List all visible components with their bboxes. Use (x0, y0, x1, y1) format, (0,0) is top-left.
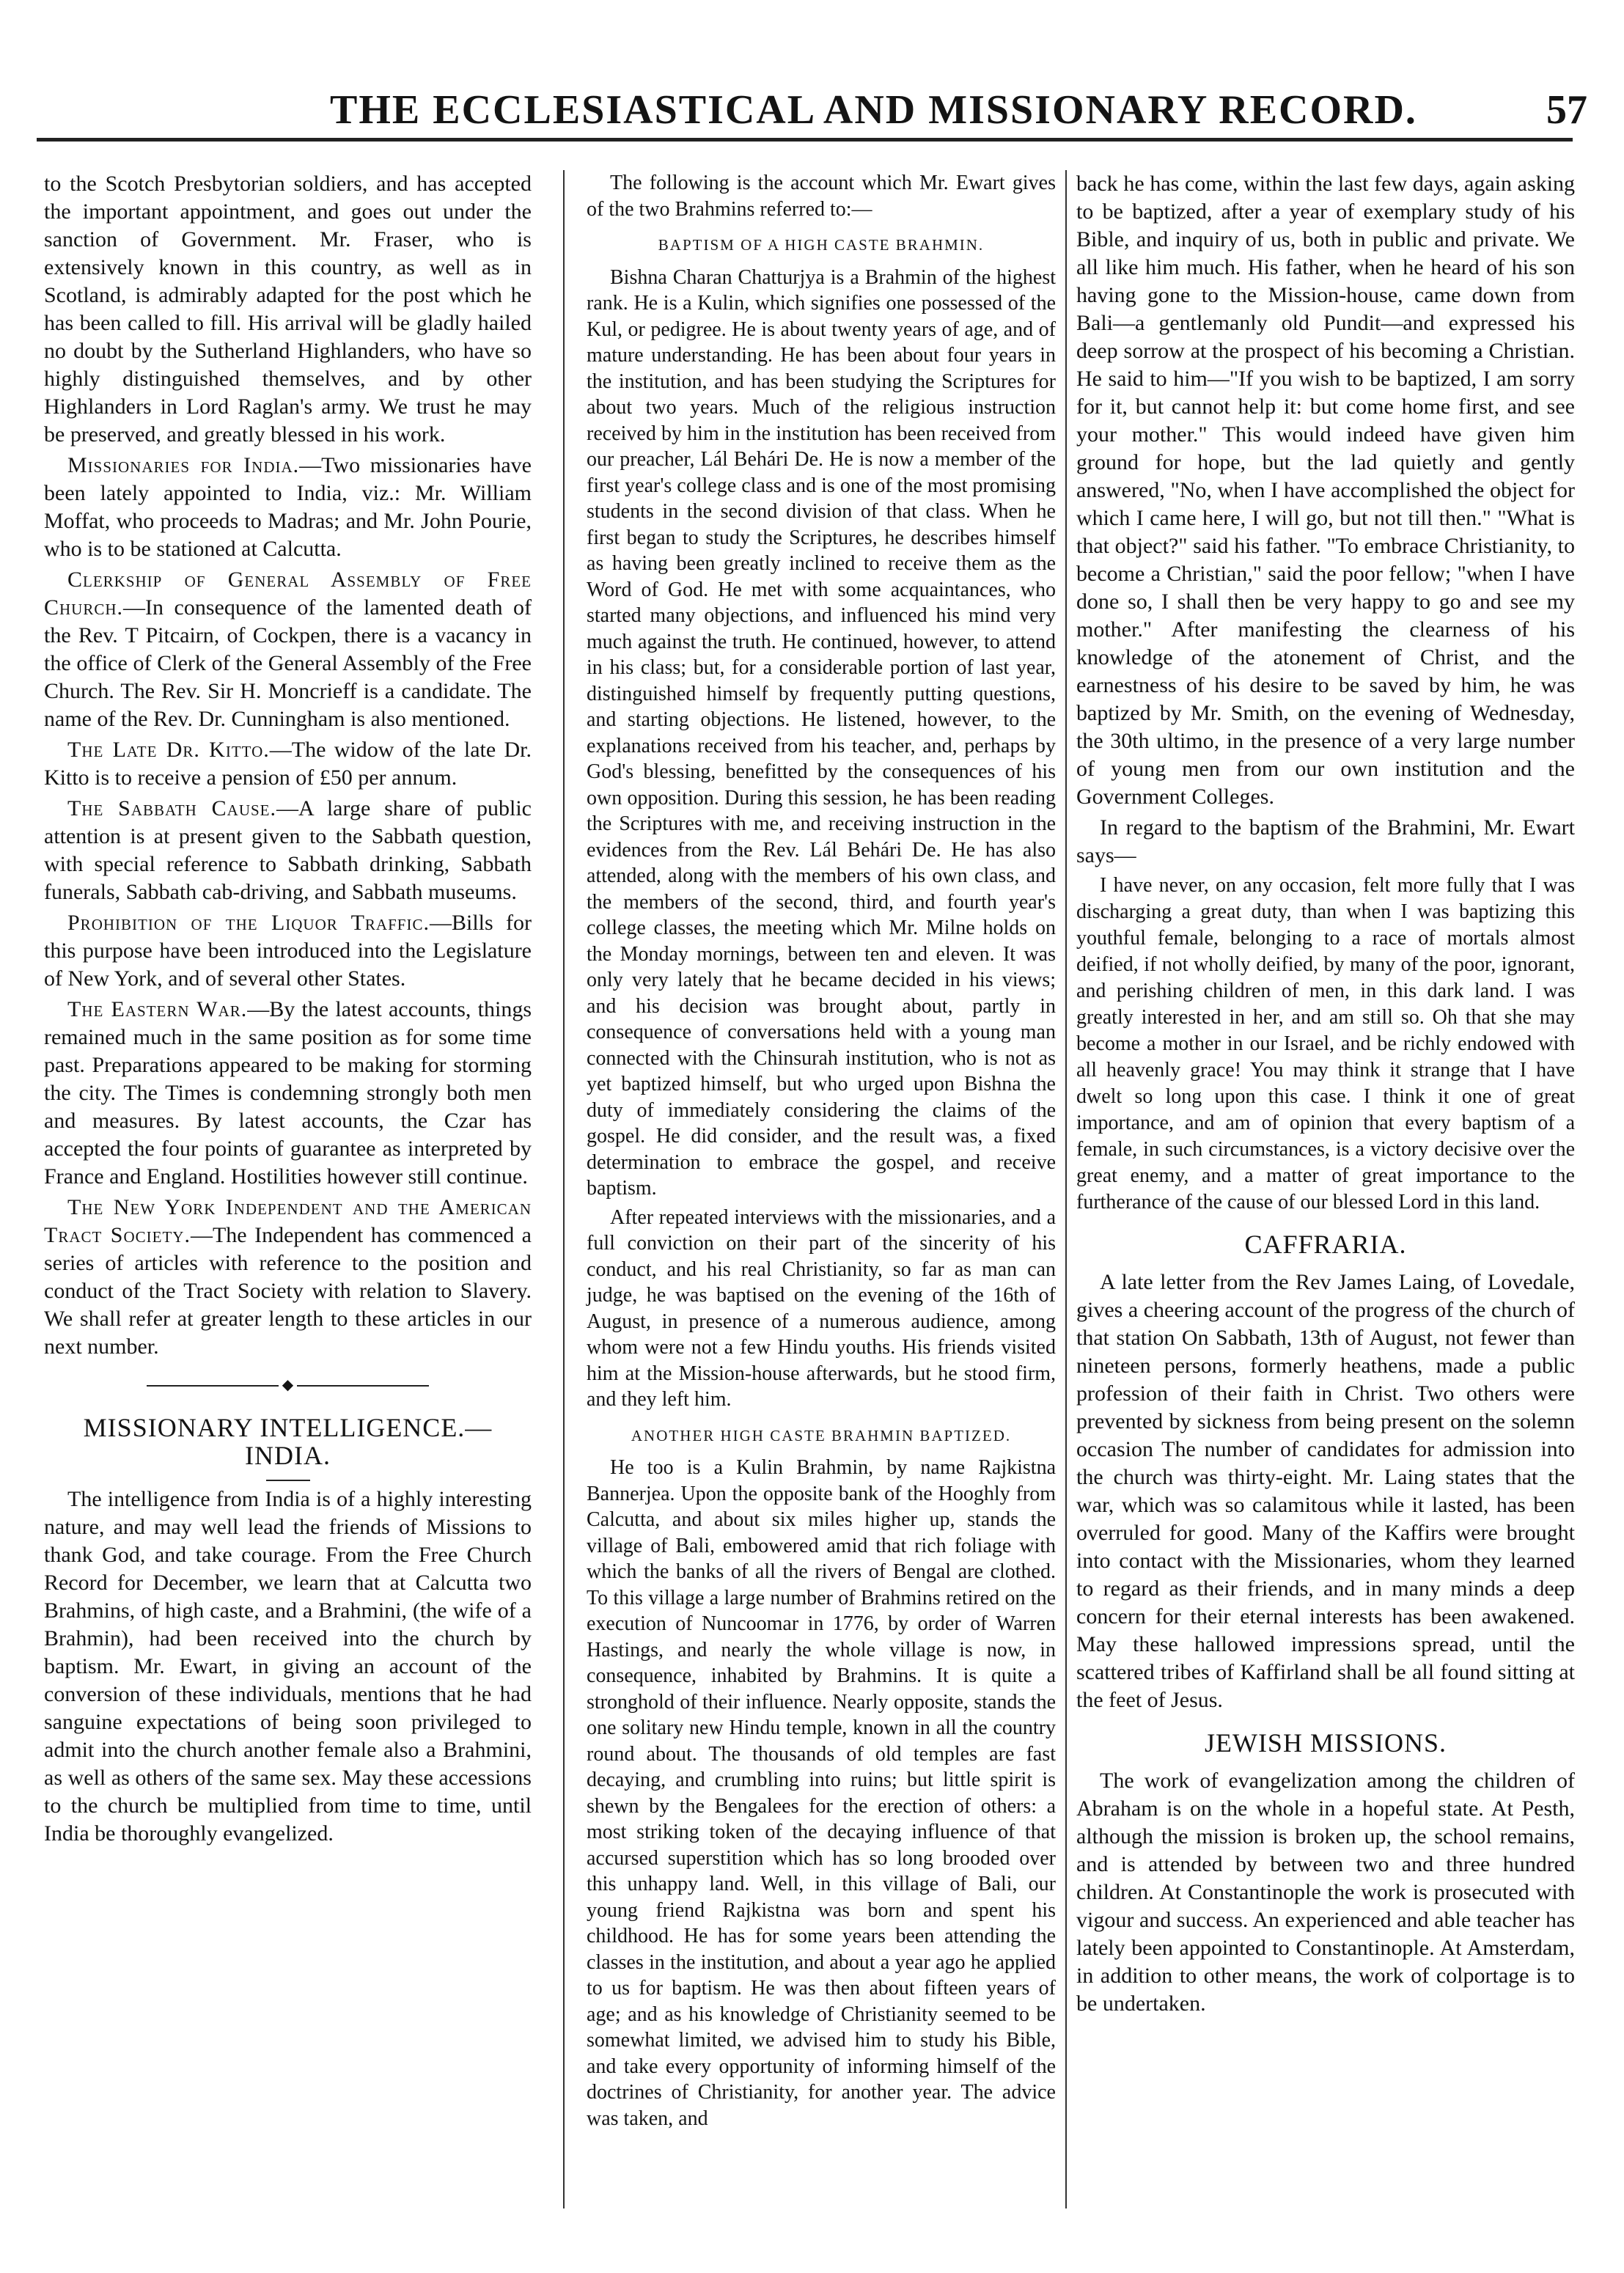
news-item-text: —The Independent has commenced a series of articles with reference to the position and conduct of the Tract Society with relation to Slavery. We shall refer at greater length to these articles in our next number. (44, 1223, 532, 1359)
news-item (44, 1194, 532, 1361)
news-item (44, 996, 532, 1191)
section-heading: JEWISH MISSIONS. (1204, 1728, 1447, 1758)
news-item-heading: Missionaries for India. (67, 453, 300, 477)
article-paragraph: Bishna Charan Chatturjya is a Brahmin of the highest rank. He is a Kulin, which signifies one possessed of the Kul, or pedigree. He is about twenty years of age, and of mature understanding. He has been about four years in the institution, and has been studying the Scriptures for about two years. Much of the religious instruction received by him in the institution has been received from our preacher, Lál Behári De. He is now a member of the first year's college class and is one of the most promising students in the second division of that class. When he first began to study the Scriptures, he describes himself as having been greatly inclined to receive them as the Word of God. He met with some acquaintances, who started many objections, and influenced his mind very much against the truth. He continued, however, to attend in his class; but, for a considerable portion of last year, distinguished himself by frequently putting questions, and starting objections. He listened, however, to the explanations received from his teacher, and, perhaps by God's blessing, benefitted by the consequences of his own opposition. During this session, he has been reading the Scriptures with me, and receiving instruction in the evidences from the Rev. Lál Behári De. He has also attended, along with the members of his own class, and the members of the second, third, and fourth year's college classes, the meeting which Mr. Milne holds on the Monday mornings, between ten and eleven. It was only very lately that he became decided in his views; and his decision was brought about, partly in consequence of conversations held with a young man connected with the Chinsurah institution, who is not as yet baptized himself, but who urged upon Bishna the duty of immediately considering the claims of the gospel. He did consider, and the result was, a fixed determination to embrace the gospel, and receive baptism. (587, 265, 1056, 1200)
column-2 (587, 170, 1056, 2229)
news-item-text: —The widow of the late Dr. Kitto is to receive a pension of £50 per annum. (44, 738, 532, 790)
page-header (44, 87, 1587, 145)
column-divider-left (563, 170, 565, 2208)
article-paragraph: back he has come, within the last few days, again asking to be baptized, after a year of exemplary study of his Bible, and inquiry of us, both in public and private. We all like him much. His father, when he heard of his son having gone to the Mission-house, came down from Bali—a gentlemanly old Pundit—and expressed his deep sorrow at the prospect of his becoming a Christian. He said to him—"If you wish to be baptized, I am sorry for it, but cannot help it: but come home first, and see your mother." This would indeed have given him ground for hope, but the lad quietly and gently answered, "No, when I have accomplished the object for which I came here, I will go, but not till then." "What is that object?" said his father. "To embrace Christianity, to become a Christian," said the poor fellow; "when I have done so, I shall then be very happy to go and see my mother." After manifesting the clearness of his knowledge of the atonement of Christ, and the earnestness of his desire to be saved by him, he was baptized by Mr. Smith, on the evening of Wednesday, the 30th ultimo, in the presence of a very large number of young men from our own institution and the Government Colleges. (1076, 172, 1575, 809)
running-title: THE ECCLESIASTICAL AND MISSIONARY RECORD. (330, 87, 1417, 133)
news-item (44, 909, 532, 993)
article-paragraph: A late letter from the Rev James Laing, of Lovedale, gives a cheering account of the progress of the church of that station On Sabbath, 13th of August, not fewer than nineteen persons, formerly heathens, made a public profession of their faith in Christ. Two others were prevented by sickness from being present on the solemn occasion The number of candidates for admission into the church was thirty-eight. Mr. Laing states that the war, which was so calamitous while it lasted, has been overruled for good. Many of the Kaffirs were brought into contact with the Missionaries, whom they learned to regard as their friends, and in many minds a deep concern for their eternal interests has been awakened. May these hallowed impressions spread, until the scattered tribes of Kaffirland shall be all found sitting at the feet of Jesus. (1076, 1270, 1575, 1712)
quoted-passage: I have never, on any occasion, felt more fully that I was discharging a great duty, than when I was baptizing this youthful female, belonging to a race of mortals almost deified, if not wholly deified, by many of the poor, ignorant, and perishing children of men, in this dark land. I was greatly interested in her, and am still so. Oh that she may become a mother in our Israel, and be richly endowed with all heavenly grace! You may think it strange that I have dwelt so long upon this case. I think it one of great importance, and am of opinion that every baptism of a female, in such circumstances, is a victory decisive over the great enemy, and a matter of great importance to the furtherance of the cause of our blessed Lord in this land. (1076, 874, 1575, 1213)
news-item-heading: Prohibition of the Liquor Traffic. (67, 911, 430, 935)
news-item-heading: Clerkship of General Assembly of Free Church. (44, 568, 532, 620)
news-item (44, 736, 532, 792)
news-item-heading: The Eastern War. (67, 997, 248, 1021)
news-item-heading: The Late Dr. Kitto. (67, 738, 270, 762)
page-number: 57 (1546, 87, 1587, 133)
section-heading: CAFFRARIA. (1244, 1230, 1407, 1259)
subheading: BAPTISM OF A HIGH CASTE BRAHMIN. (658, 236, 985, 254)
news-item (44, 795, 532, 906)
section-ornament: ◆ (44, 1371, 532, 1399)
column-1 (44, 170, 532, 2229)
article-paragraph: In regard to the baptism of the Brahmini, Mr. Ewart says— (1076, 815, 1575, 867)
subheading: ANOTHER HIGH CASTE BRAHMIN BAPTIZED. (631, 1426, 1012, 1444)
article-paragraph: He too is a Kulin Brahmin, by name Rajkistna Bannerjea. Upon the opposite bank of the Hooghly from Calcutta, and about six miles higher up, stands the village of Bali, embowered amid that rich foliage with which the banks of all the rivers of Bengal are clothed. To this village a large number of Brahmins retired on the execution of Nuncoomar in 1776, by order of Warren Hastings, and nearly the whole village is now, in consequence, inhabited by Brahmins. It is quite a stronghold of their influence. Nearly opposite, stands the one solitary new Hindu temple, known in all the country round about. The thousands of old temples are fast decaying, and crumbling into ruins; but little spirit is shewn by the Bengalees for the erection of others: a most striking token of the decaying influence of that accursed superstition which has so long brooded over this unhappy land. Well, in this village of Bali, our young friend Rajkistna was born and spent his childhood. He has for some years been attending the classes in the institution, and about a year ago he applied to us for baptism. He was then about fifteen years of age; and as his knowledge of Christianity seemed to be somewhat limited, we advised him to study his Bible, and take every opportunity of informing himself of the doctrines of Christianity, for another year. The advice was taken, and (587, 1456, 1056, 2130)
section-heading: MISSIONARY INTELLIGENCE.—INDIA. (83, 1413, 493, 1470)
short-rule (266, 1480, 310, 1481)
news-item-heading: The New York Independent and the American Tract Society. (44, 1195, 532, 1247)
news-item-text: —Two missionaries have been lately appointed to India, viz.: Mr. William Moffat, who proceeds to Madras; and Mr. John Pourie, who is to be stationed at Calcutta. (44, 453, 532, 561)
column-divider-right (1065, 170, 1067, 2208)
news-item (44, 452, 532, 563)
news-item (44, 566, 532, 733)
article-paragraph: to the Scotch Presbytorian soldiers, and has accepted the important appointment, and goes out under the sanction of Government. Mr. Fraser, who is extensively known in this country, as well as in Scotland, is admirably adapted for the post which he has been called to fill. His arrival will be gladly hailed no doubt by the Sutherland Highlanders, who have so highly distinguished themselves, and by other Highlanders in Lord Raglan's army. We trust he may be preserved, and greatly blessed in his work. (44, 172, 532, 447)
article-paragraph: The intelligence from India is of a highly interesting nature, and may well lead the friends of Missions to thank God, and take courage. From the Free Church Record for December, we learn that at Calcutta two Brahmins, of high caste, and a Brahmini, (the wife of a Brahmin), had been received into the church by baptism. Mr. Ewart, in giving an account of the conversion of these individuals, mentions that he had sanguine expectations of being soon privileged to admit into the church another female also a Brahmini, as well as others of the same sex. May these accessions to the church be multiplied from time to time, until India be thoroughly evangelized. (44, 1487, 532, 1846)
column-3 (1076, 170, 1575, 2229)
news-item-text: —A large share of public attention is at present given to the Sabbath question, with special reference to Sabbath drinking, Sabbath funerals, Sabbath cab-driving, and Sabbath museums. (44, 796, 532, 904)
news-item-text: —Bills for this purpose have been introduced into the Legislature of New York, and of several other States. (44, 911, 532, 991)
article-paragraph: After repeated interviews with the missionaries, and a full conviction on their part of the sincerity of his conduct, and his real Christianity, so far as man can judge, he was baptised on the evening of the 16th of August, in presence of a numerous audience, among whom were not a few Hindu youths. His friends visited him at the Mission-house afterwards, but he stood firm, and they left him. (587, 1205, 1056, 1411)
header-rule (37, 138, 1573, 142)
article-paragraph: The work of evangelization among the children of Abraham is on the whole in a hopeful state. At Pesth, although the mission is broken up, the school remains, and is attended by between two and three hundred children. At Constantinople the work is prosecuted with vigour and success. An experienced and able teacher has lately been appointed to Constantinople. At Amsterdam, in addition to other means, the work of colportage is to be undertaken. (1076, 1769, 1575, 2016)
article-paragraph: The following is the account which Mr. Ewart gives of the two Brahmins referred to:— (587, 172, 1056, 221)
news-item-heading: The Sabbath Cause. (67, 796, 277, 820)
news-item-text: —By the latest accounts, things remained much in the same position as for some time past. Preparations appeared to be making for storming the city. The Times is condemning strongly both men and measures. By latest accounts, the Czar has accepted the four points of guarantee as interpreted by France and England. Hostilities however still continue. (44, 997, 532, 1189)
news-item-text: —In consequence of the lamented death of the Rev. T Pitcairn, of Cockpen, there is a vacancy in the office of Clerk of the General Assembly of the Free Church. The Rev. Sir H. Moncrieff is a candidate. The name of the Rev. Dr. Cunningham is also mentioned. (44, 595, 532, 731)
